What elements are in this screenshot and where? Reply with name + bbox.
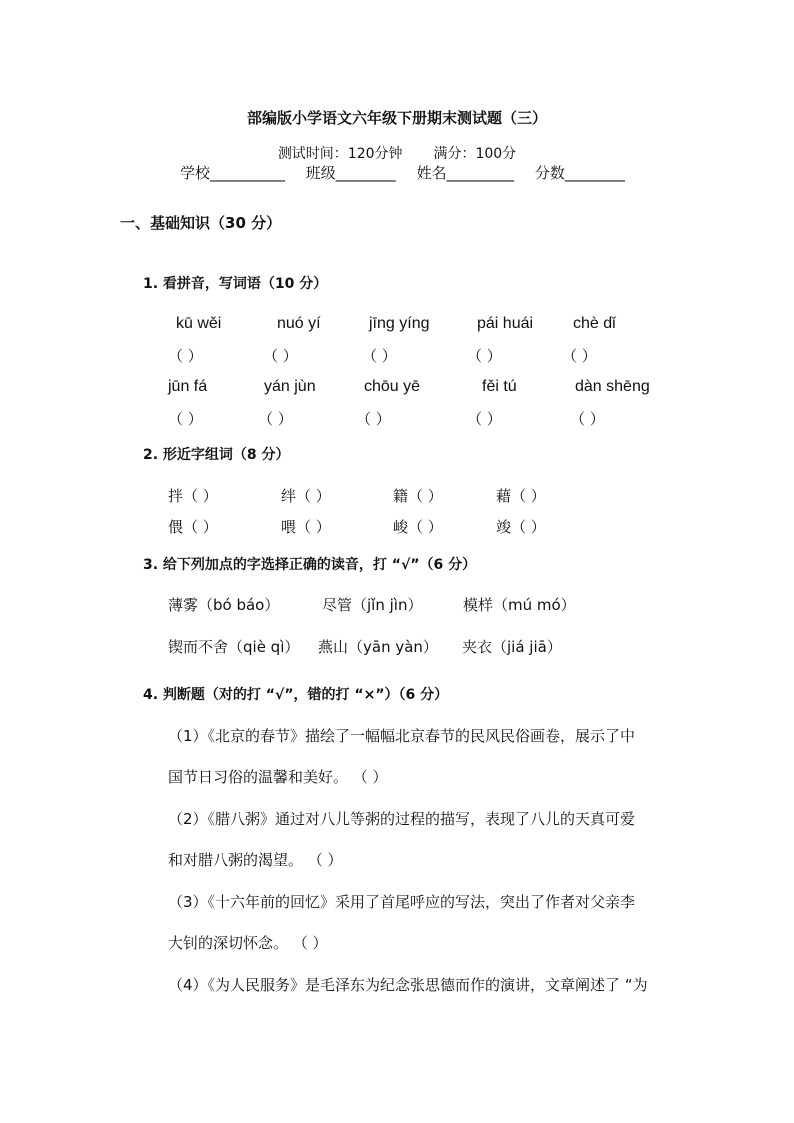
reading-choice-item: 锲而不舍（qiè qì） [168,638,300,656]
pinyin-item: nuó yí [277,315,321,332]
reading-choice-item: 薄雾（bó báo） [168,596,280,614]
pinyin-item: yán jùn [264,378,316,395]
reading-choice-item: 夹衣（jiá jiā） [462,638,562,656]
answer-blank: （ ） [356,410,391,428]
character-item: 藉（ ） [496,487,546,505]
answer-blank: （ ） [263,347,298,365]
answer-blank: （ ） [562,347,597,365]
character-item: 拌（ ） [168,487,218,505]
answer-blank: （ ） [467,410,502,428]
reading-choice-item: 燕山（yān yàn） [318,638,438,656]
character-item: 喂（ ） [281,518,331,536]
judgement-line: 国节日习俗的温馨和美好。 （ ） [168,768,388,786]
school-field: 学校__________ [180,164,286,182]
pinyin-item: fěi tú [482,378,517,395]
pinyin-item: chōu yē [364,378,421,395]
question-1-heading: 1. 看拼音，写词语（10 分） [143,276,328,292]
answer-blank: （ ） [168,410,203,428]
pinyin-item: chè dǐ [573,315,616,332]
answer-blank: （ ） [258,410,293,428]
answer-blank: （ ） [168,347,203,365]
judgement-line: （1）《北京的春节》描绘了一幅幅北京春节的民风民俗画卷，展示了中 [168,727,636,745]
judgement-line: （2）《腊八粥》通过对八儿等粥的过程的描写，表现了八儿的天真可爱 [168,810,636,828]
character-item: 峻（ ） [393,518,443,536]
answer-blank: （ ） [362,347,397,365]
character-item: 偎（ ） [168,518,218,536]
answer-blank: （ ） [467,347,502,365]
character-item: 籍（ ） [393,487,443,505]
time-label: 测试时间：120分钟 [277,146,403,162]
character-item: 绊（ ） [281,487,331,505]
question-2-heading: 2. 形近字组词（8 分） [143,447,290,463]
judgement-line: （4）《为人民服务》是毛泽东为纪念张思德而作的演讲，文章阐述了 “为 [168,976,648,994]
class-field: 班级________ [305,164,396,182]
pinyin-item: jūn fá [168,378,208,395]
pinyin-item: kū wěi [176,315,222,332]
pinyin-item: jīng yíng [369,315,430,332]
pinyin-item: pái huái [477,315,534,332]
character-item: 竣（ ） [496,518,546,536]
question-3-heading: 3. 给下列加点的字选择正确的读音，打 “√”（6 分） [143,557,477,573]
judgement-line: 和对腊八粥的渴望。 （ ） [168,851,343,869]
score-total-label: 满分：100分 [433,146,517,162]
score-field: 分数________ [534,164,625,182]
page-title: 部编版小学语文六年级下册期末测试题（三） [246,109,547,127]
pinyin-item: dàn shēng [575,378,650,395]
student-info-line [180,162,641,183]
exam-meta-line [0,143,794,163]
question-4-heading: 4. 判断题（对的打 “√”，错的打 “×”）（6 分） [143,687,449,703]
judgement-line: 大钊的深切怀念。 （ ） [168,934,328,952]
reading-choice-item: 尽管（jǐn jìn） [322,596,423,614]
reading-choice-item: 模样（mú mó） [463,596,576,614]
judgement-line: （3）《十六年前的回忆》采用了首尾呼应的写法，突出了作者对父亲李 [168,893,636,911]
section-heading: 一、基础知识（30 分） [120,214,282,232]
answer-blank: （ ） [570,410,605,428]
name-field: 姓名_________ [416,164,515,182]
